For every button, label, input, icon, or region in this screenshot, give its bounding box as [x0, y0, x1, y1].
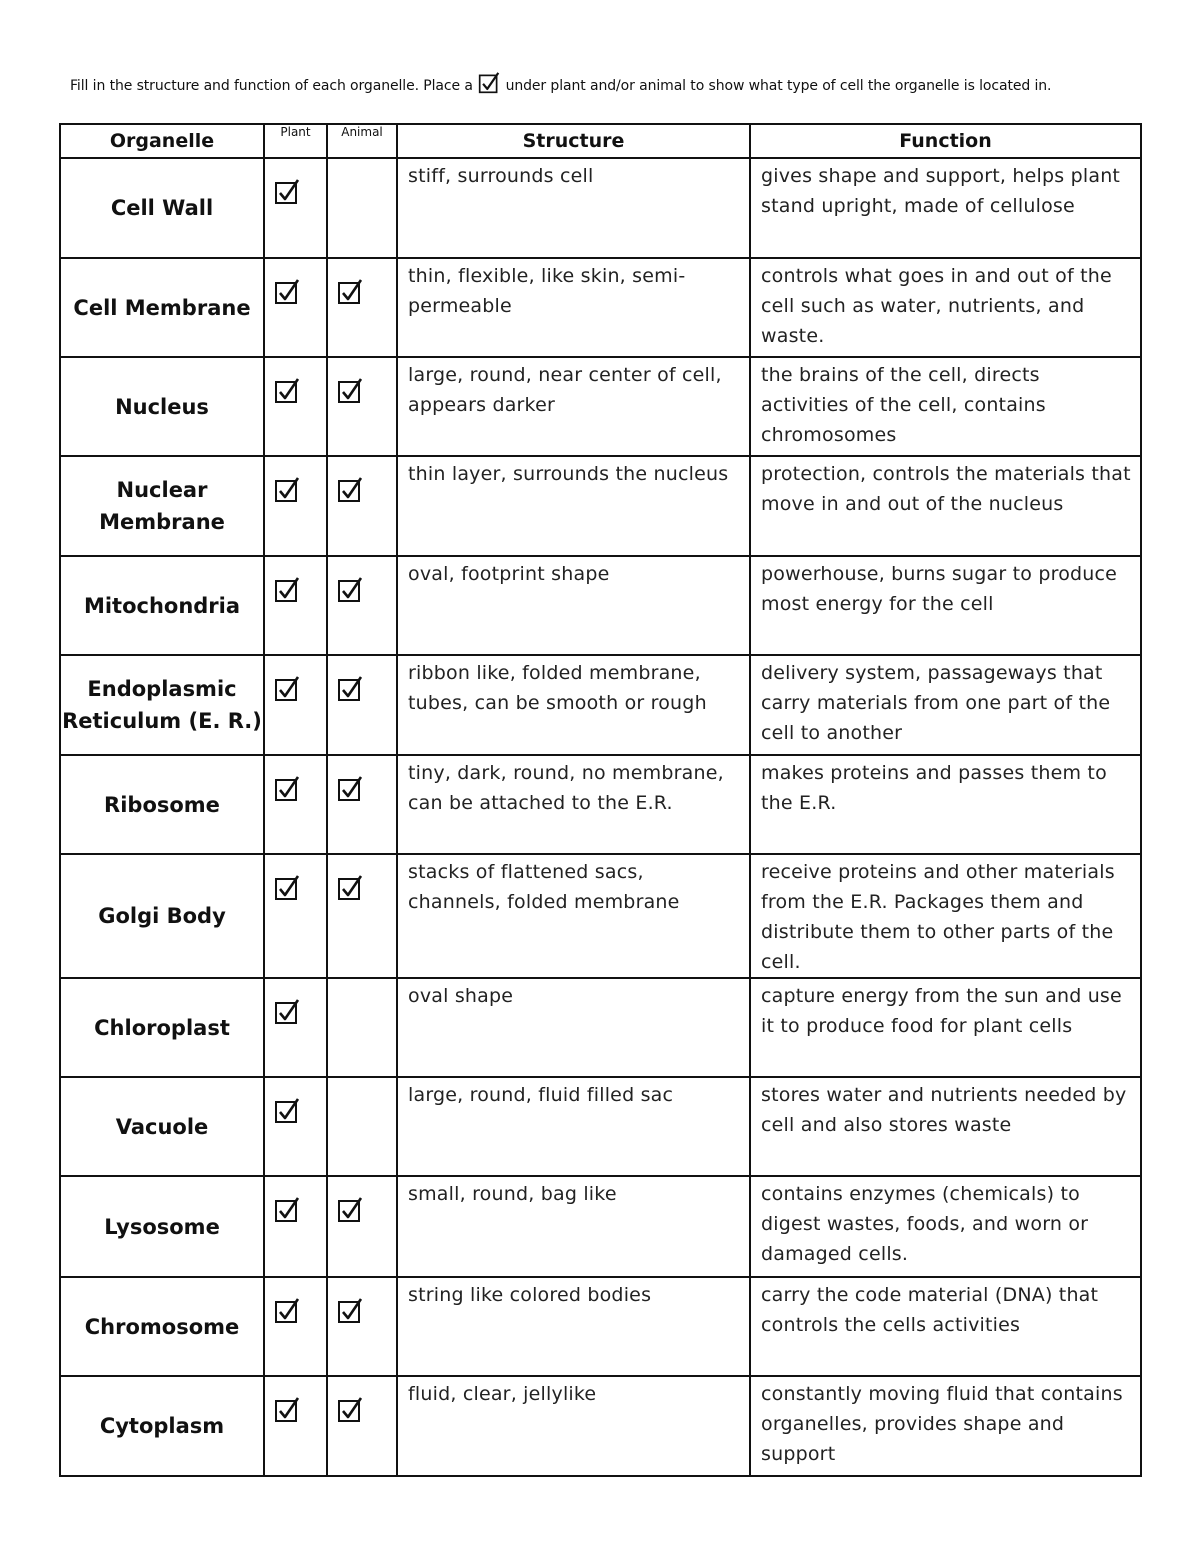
animal-cell[interactable]: [327, 357, 397, 456]
table-row: [60, 456, 1141, 556]
structure-cell[interactable]: stiff, surrounds cell: [397, 158, 750, 258]
organelle-table: [59, 123, 1142, 1477]
checkbox-checked-icon: [274, 676, 300, 702]
table-row: [60, 1376, 1141, 1476]
function-cell[interactable]: delivery system, passageways that carry materials from one part of the cell to another: [750, 655, 1141, 755]
structure-cell[interactable]: tiny, dark, round, no membrane, can be attached to the E.R.: [397, 755, 750, 854]
structure-cell[interactable]: fluid, clear, jellylike: [397, 1376, 750, 1476]
animal-cell[interactable]: [327, 978, 397, 1077]
checkbox-checked-icon: [337, 378, 363, 404]
organelle-name: Chromosome: [60, 1277, 264, 1376]
checkbox-checked-icon: [274, 999, 300, 1025]
table-row: [60, 655, 1141, 755]
table-header-row: [60, 124, 1141, 158]
function-cell[interactable]: constantly moving fluid that contains organelles, provides shape and support: [750, 1376, 1141, 1476]
table-body: [60, 158, 1141, 1476]
instructions-text-after: under plant and/or animal to show what type of cell the organelle is located in.: [505, 78, 1052, 94]
organelle-name: Nuclear Membrane: [60, 456, 264, 556]
checkbox-checked-icon: [337, 1197, 363, 1223]
animal-cell[interactable]: [327, 655, 397, 755]
structure-cell[interactable]: stacks of flattened sacs, channels, folded membrane: [397, 854, 750, 978]
checkbox-checked-icon: [274, 1197, 300, 1223]
table-row: [60, 978, 1141, 1077]
plant-cell[interactable]: [264, 655, 327, 755]
animal-cell[interactable]: [327, 1077, 397, 1176]
function-cell[interactable]: capture energy from the sun and use it to produce food for plant cells: [750, 978, 1141, 1077]
structure-cell[interactable]: oval, footprint shape: [397, 556, 750, 655]
checkbox-checked-icon: [274, 279, 300, 305]
structure-cell[interactable]: thin, flexible, like skin, semi-permeable: [397, 258, 750, 357]
header-animal: Animal: [327, 124, 397, 158]
function-cell[interactable]: stores water and nutrients needed by cell and also stores waste: [750, 1077, 1141, 1176]
function-cell[interactable]: powerhouse, burns sugar to produce most energy for the cell: [750, 556, 1141, 655]
checkbox-checked-icon: [274, 477, 300, 503]
function-cell[interactable]: gives shape and support, helps plant stand upright, made of cellulose: [750, 158, 1141, 258]
header-structure: Structure: [397, 124, 750, 158]
animal-cell[interactable]: [327, 755, 397, 854]
organelle-name: Nucleus: [60, 357, 264, 456]
table-row: [60, 258, 1141, 357]
organelle-name: Cell Wall: [60, 158, 264, 258]
animal-cell[interactable]: [327, 456, 397, 556]
checkbox-checked-icon: [337, 577, 363, 603]
plant-cell[interactable]: [264, 1176, 327, 1277]
checkbox-checked-icon: [274, 378, 300, 404]
checkbox-checked-icon: [337, 776, 363, 802]
checkbox-checked-icon: [478, 72, 500, 94]
plant-cell[interactable]: [264, 854, 327, 978]
animal-cell[interactable]: [327, 1376, 397, 1476]
checkbox-checked-icon: [274, 1397, 300, 1423]
table-row: [60, 556, 1141, 655]
animal-cell[interactable]: [327, 1277, 397, 1376]
checkbox-checked-icon: [337, 279, 363, 305]
table-row: [60, 1277, 1141, 1376]
plant-cell[interactable]: [264, 258, 327, 357]
structure-cell[interactable]: thin layer, surrounds the nucleus: [397, 456, 750, 556]
checkbox-checked-icon: [337, 1298, 363, 1324]
animal-cell[interactable]: [327, 258, 397, 357]
animal-cell[interactable]: [327, 854, 397, 978]
organelle-name: Golgi Body: [60, 854, 264, 978]
structure-cell[interactable]: large, round, fluid filled sac: [397, 1077, 750, 1176]
function-cell[interactable]: the brains of the cell, directs activities of the cell, contains chromosomes: [750, 357, 1141, 456]
function-cell[interactable]: carry the code material (DNA) that controls the cells activities: [750, 1277, 1141, 1376]
checkbox-checked-icon: [274, 1298, 300, 1324]
organelle-name: Cell Membrane: [60, 258, 264, 357]
organelle-name: Mitochondria: [60, 556, 264, 655]
plant-cell[interactable]: [264, 1277, 327, 1376]
table-row: [60, 1077, 1141, 1176]
animal-cell[interactable]: [327, 1176, 397, 1277]
instructions: [70, 72, 1051, 94]
plant-cell[interactable]: [264, 978, 327, 1077]
structure-cell[interactable]: oval shape: [397, 978, 750, 1077]
organelle-name: Lysosome: [60, 1176, 264, 1277]
checkbox-checked-icon: [337, 676, 363, 702]
table-row: [60, 755, 1141, 854]
function-cell[interactable]: protection, controls the materials that move in and out of the nucleus: [750, 456, 1141, 556]
table-row: [60, 854, 1141, 978]
structure-cell[interactable]: ribbon like, folded membrane, tubes, can be smooth or rough: [397, 655, 750, 755]
table-row: [60, 1176, 1141, 1277]
plant-cell[interactable]: [264, 456, 327, 556]
instructions-text-before: Fill in the structure and function of each organelle. Place a: [70, 78, 473, 94]
plant-cell[interactable]: [264, 755, 327, 854]
function-cell[interactable]: controls what goes in and out of the cell such as water, nutrients, and waste.: [750, 258, 1141, 357]
table-row: [60, 158, 1141, 258]
function-cell[interactable]: receive proteins and other materials from the E.R. Packages them and distribute them to other parts of the cell.: [750, 854, 1141, 978]
organelle-name: Endoplasmic Reticulum (E. R.): [60, 655, 264, 755]
plant-cell[interactable]: [264, 1376, 327, 1476]
checkbox-checked-icon: [337, 477, 363, 503]
checkbox-checked-icon: [274, 776, 300, 802]
animal-cell[interactable]: [327, 158, 397, 258]
plant-cell[interactable]: [264, 1077, 327, 1176]
structure-cell[interactable]: small, round, bag like: [397, 1176, 750, 1277]
checkbox-checked-icon: [337, 1397, 363, 1423]
header-function: Function: [750, 124, 1141, 158]
animal-cell[interactable]: [327, 556, 397, 655]
plant-cell[interactable]: [264, 556, 327, 655]
organelle-name: Cytoplasm: [60, 1376, 264, 1476]
organelle-name: Chloroplast: [60, 978, 264, 1077]
table-row: [60, 357, 1141, 456]
checkbox-checked-icon: [274, 577, 300, 603]
header-organelle: Organelle: [60, 124, 264, 158]
header-plant: Plant: [264, 124, 327, 158]
checkbox-checked-icon: [337, 875, 363, 901]
structure-cell[interactable]: large, round, near center of cell, appears darker: [397, 357, 750, 456]
structure-cell[interactable]: string like colored bodies: [397, 1277, 750, 1376]
checkbox-checked-icon: [274, 179, 300, 205]
function-cell[interactable]: makes proteins and passes them to the E.R.: [750, 755, 1141, 854]
function-cell[interactable]: contains enzymes (chemicals) to digest wastes, foods, and worn or damaged cells.: [750, 1176, 1141, 1277]
organelle-name: Vacuole: [60, 1077, 264, 1176]
plant-cell[interactable]: [264, 158, 327, 258]
checkbox-checked-icon: [274, 875, 300, 901]
organelle-name: Ribosome: [60, 755, 264, 854]
checkbox-checked-icon: [274, 1098, 300, 1124]
plant-cell[interactable]: [264, 357, 327, 456]
